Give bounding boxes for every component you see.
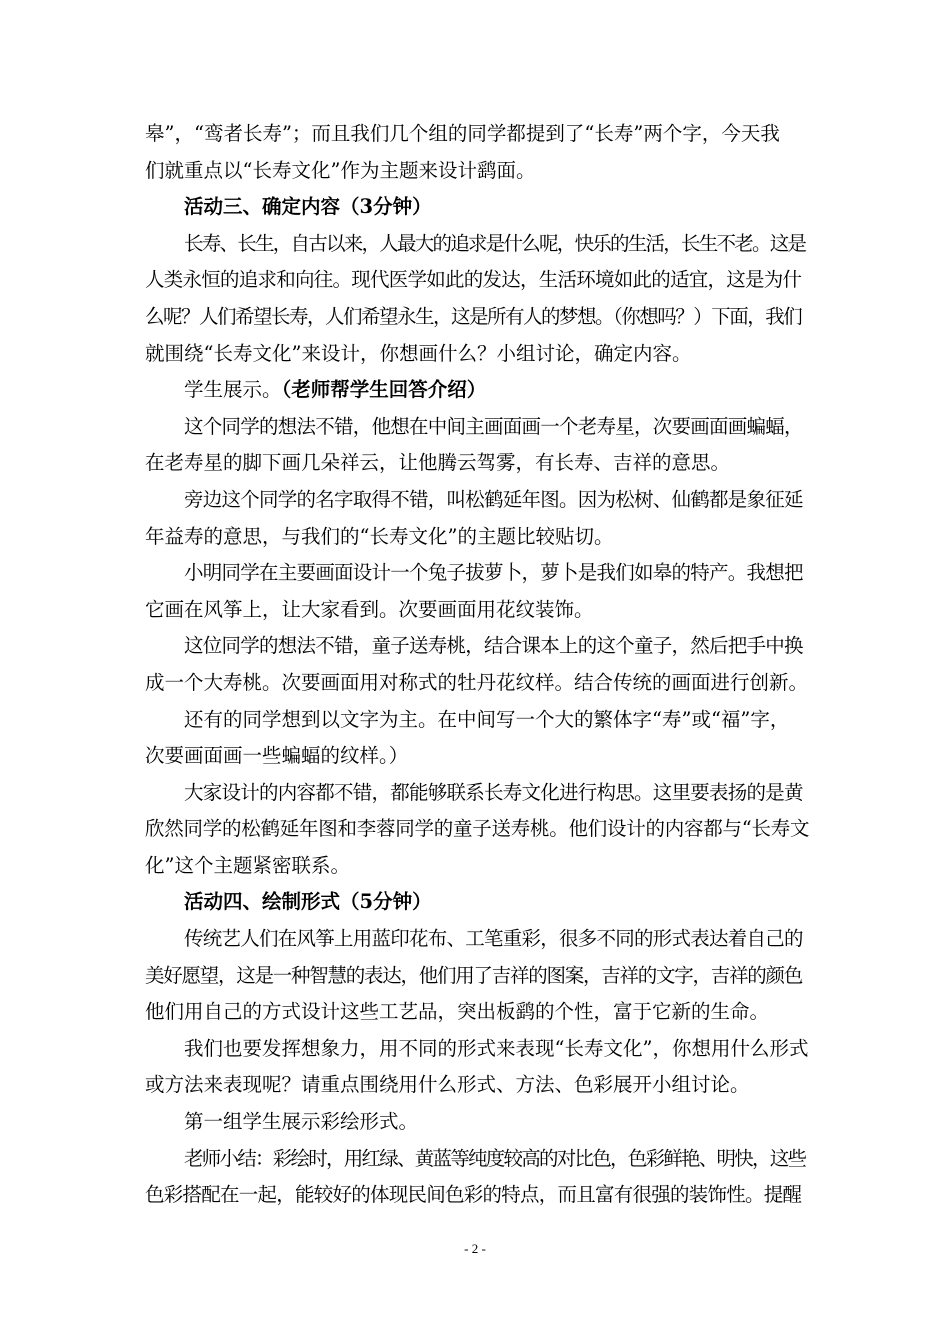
text-line: 传统艺人们在风筝上用蓝印花布、工笔重彩，很多不同的形式表达着自己的 (184, 927, 803, 951)
text-line: 美好愿望，这是一种智慧的表达，他们用了吉祥的图案，吉祥的文字，吉祥的颜色 (145, 963, 803, 987)
text-line: 们就重点以“长寿文化”作为主题来设计鹞面。 (145, 158, 536, 182)
text-line: 小明同学在主要画面设计一个兔子拔萝卜，萝卜是我们如皋的特产。我想把 (184, 561, 803, 585)
text-line: 这个同学的想法不错，他想在中间主画面画一个老寿星，次要画面画蝙蝠， (184, 414, 803, 438)
text-line: 这位同学的想法不错，童子送寿桃，结合课本上的这个童子，然后把手中换 (184, 634, 803, 658)
text-line: 旁边这个同学的名字取得不错，叫松鹤延年图。因为松树、仙鹤都是象征延 (184, 487, 803, 511)
text-line: 还有的同学想到以文字为主。在中间写一个大的繁体字“寿”或“福”字， (184, 707, 790, 731)
text-line: 化”这个主题紧密联系。 (145, 853, 350, 877)
text-line: 在老寿星的脚下画几朵祥云，让他腾云驾雾，有长寿、吉祥的意思。 (145, 451, 731, 475)
text-line: 第一组学生展示彩绘形式。 (184, 1110, 419, 1134)
text-line: 我们也要发挥想象力，用不同的形式来表现“长寿文化”，你想用什么形式 (184, 1036, 809, 1060)
text-line: 老师小结：彩绘时，用红绿、黄蓝等纯度较高的对比色，色彩鲜艳、明快，这些 (184, 1146, 806, 1170)
document-body (145, 116, 808, 1214)
text-line: 皋”，“鸾者长寿”；而且我们几个组的同学都提到了“长寿”两个字，今天我 (145, 122, 780, 145)
text-line: 色彩搭配在一起，能较好的体现民间色彩的特点，而且富有很强的装饰性。提醒 (145, 1183, 802, 1207)
text-line: 长寿、长生，自古以来，人最大的追求是什么呢，快乐的生活，长生不老。这是 (184, 231, 806, 255)
text-line: 就围绕“长寿文化”来设计，你想画什么？小组讨论，确定内容。 (145, 341, 692, 365)
text-line: 或方法来表现呢？请重点围绕用什么形式、方法、色彩展开小组讨论。 (145, 1073, 750, 1097)
text-plain: 学生展示。 (184, 378, 282, 402)
section-heading: 活动四、绘制形式（5分钟） (184, 890, 432, 914)
text-line: 欣然同学的松鹤延年图和李蓉同学的童子送寿桃。他们设计的内容都与“长寿文 (145, 817, 810, 841)
text-line (145, 372, 808, 409)
text-line: 大家设计的内容都不错，都能够联系长寿文化进行构思。这里要表扬的是黄 (184, 780, 803, 804)
text-line: 成一个大寿桃。次要画面用对称式的牡丹花纹样。结合传统的画面进行创新。 (145, 670, 809, 694)
text-line: 他们用自己的方式设计这些工艺品，突出板鹞的个性，富于它新的生命。 (145, 1000, 770, 1024)
page-number: - 2 - (464, 1241, 486, 1256)
text-line: 么呢？人们希望长寿，人们希望永生，这是所有人的梦想。（你想吗？）下面，我们 (145, 304, 802, 328)
text-line: 次要画面画一些蝙蝠的纹样。） (145, 744, 409, 768)
text-bold-note: （老师帮学生回答介绍） (281, 378, 487, 402)
text-line: 它画在风筝上，让大家看到。次要画面用花纹装饰。 (145, 597, 594, 621)
text-line: 人类永恒的追求和向往。现代医学如此的发达，生活环境如此的适宜，这是为什 (145, 268, 802, 292)
text-line: 年益寿的意思，与我们的“长寿文化”的主题比较贴切。 (145, 524, 614, 548)
section-heading: 活动三、确定内容（3分钟） (184, 195, 432, 219)
